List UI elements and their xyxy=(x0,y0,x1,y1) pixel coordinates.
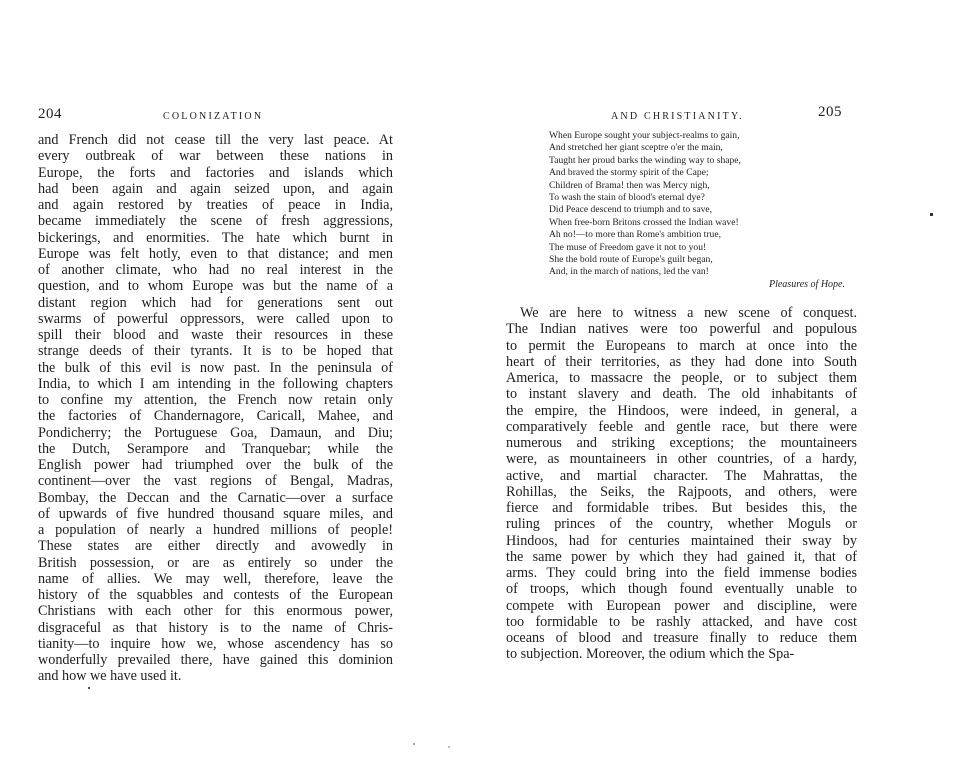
poem-line: And, in the march of nations, led the van! xyxy=(549,266,709,278)
text-line: We are here to witness a new scene of conquest. xyxy=(520,305,857,321)
text-line: tianity—to inquire how we, whose ascendency has so xyxy=(38,635,393,652)
text-line: history of the squabbles and contests of the European xyxy=(38,587,393,603)
left-page-header xyxy=(38,106,394,126)
text-line: British possession, or are as entirely so under the xyxy=(38,554,393,571)
scan-speck xyxy=(930,213,933,216)
poem-line: And stretched her giant sceptre o'er the main, xyxy=(549,142,723,154)
poem-lines xyxy=(549,130,819,279)
text-line: Europe, the forts and factories and islands which xyxy=(38,164,393,181)
running-head: COLONIZATION xyxy=(163,111,264,122)
text-line: Europe was felt hotly, even to that distance; and men xyxy=(38,245,393,262)
text-line: Pondicherry; the Portuguese Goa, Damaun, and Diu; xyxy=(38,424,393,441)
text-line: swarms of powerful oppressors, were called upon to xyxy=(38,310,393,327)
text-line: heart of their territories, as they had done into South xyxy=(506,353,857,370)
text-line: America, to massacre the people, or to subject them xyxy=(506,370,857,386)
text-line: had been again and again seized upon, and again xyxy=(38,180,393,197)
poem-line: She the bold route of Europe's guilt began, xyxy=(549,254,713,266)
text-line: the bulk of this evil is now past. In the peninsula of xyxy=(38,359,393,376)
text-line: Christians with each other for this enormous power, xyxy=(38,603,393,620)
text-line: name of allies. We may well, therefore, leave the xyxy=(38,570,393,587)
text-line: the same power by which they had gained it, that of xyxy=(506,548,857,565)
text-line: active, and martial character. The Mahrattas, the xyxy=(506,467,857,484)
right-page-body-text xyxy=(506,305,857,663)
text-line: the factories of Chandernagore, Caricall, Mahee, and xyxy=(38,408,393,425)
text-line: and again restored by treaties of peace in India, xyxy=(38,197,393,213)
text-line: Rohillas, the Seiks, the Rajpoots, and others, were xyxy=(506,483,857,500)
poem-line: Children of Brama! then was Mercy nigh, xyxy=(549,179,710,191)
text-line: These states are either directly and avowedly in xyxy=(38,538,393,555)
text-line: distant region which had for generations sent out xyxy=(38,294,393,311)
poem-line: Taught her proud barks the winding way to shape, xyxy=(549,154,741,166)
text-line: and French did not cease till the very last peace. At xyxy=(38,132,393,148)
text-line: wonderfully prevailed there, have gained this dominion xyxy=(38,652,393,668)
text-line: arms. They could bring into the field immense bodies xyxy=(506,565,857,581)
scan-speck xyxy=(448,746,450,748)
text-line: strange deeds of their tyrants. It is to be hoped that xyxy=(38,343,393,360)
text-line: disgraceful as that history is to the name of Chris- xyxy=(38,619,393,636)
text-line: of troops, which though found eventually unable to xyxy=(506,581,857,598)
text-line: compete with European power and discipline, were xyxy=(506,597,857,614)
text-line: English power had triumphed over the bulk of the xyxy=(38,457,393,473)
text-line: continent—over the vast regions of Bengal, Madras, xyxy=(38,473,393,490)
text-line: a population of nearly a hundred millions of people! xyxy=(38,522,393,538)
text-line: to confine my attention, the French now retain only xyxy=(38,392,393,408)
scan-speck xyxy=(413,743,415,745)
text-line: The Indian natives were too powerful and populous xyxy=(506,321,857,338)
left-page-body-text xyxy=(38,132,393,685)
page-number: 204 xyxy=(38,106,62,122)
text-line: to instant slavery and death. The old inhabitants of xyxy=(506,386,857,403)
poem-line: The muse of Freedom gave it not to you! xyxy=(549,241,707,253)
poem-line: Ah no!—to more than Rome's ambition true, xyxy=(549,229,721,241)
text-line: of another climate, who had no real interest in the xyxy=(38,262,393,278)
text-line: too formidable to be rashly attacked, and have cost xyxy=(506,613,857,630)
text-line: and how we have used it. xyxy=(38,668,182,685)
text-line: ruling princes of the country, whether Moguls or xyxy=(506,516,857,533)
poem-line: When free-born Britons crossed the Indian wave! xyxy=(549,216,739,228)
text-line: India, to which I am intending in the following chapters xyxy=(38,375,393,392)
text-line: of upwards of five hundred thousand square miles, and xyxy=(38,505,393,522)
text-line: the Dutch, Serampore and Tranquebar; while the xyxy=(38,440,393,457)
text-line: comparatively feeble and gentle race, but there were xyxy=(506,418,857,435)
text-line: spill their blood and waste their resources in these xyxy=(38,327,393,343)
poem-line: And braved the stormy spirit of the Cape; xyxy=(549,167,709,179)
text-line: Hindoos, had for centuries maintained their sway by xyxy=(506,532,857,549)
text-line: every outbreak of war between these nations in xyxy=(38,148,393,165)
scan-speck xyxy=(88,687,90,689)
text-line: to permit the Europeans to march at once into the xyxy=(506,337,857,354)
text-line: bickerings, and enormities. The hate which burnt in xyxy=(38,229,393,246)
right-page xyxy=(490,0,980,777)
page-number: 205 xyxy=(818,104,842,120)
text-line: fierce and formidable tribes. But besides this, the xyxy=(506,500,857,516)
poem-attribution: Pleasures of Hope. xyxy=(768,278,845,290)
right-page-header xyxy=(506,106,842,126)
text-line: numerous and striking exceptions; the mountaineers xyxy=(506,435,857,451)
running-head: AND CHRISTIANITY. xyxy=(611,111,744,122)
poem-line: To wash the stain of blood's eternal dye? xyxy=(549,192,705,204)
text-line: the empire, the Hindoos, were indeed, in general, a xyxy=(506,402,857,419)
text-line: oceans of blood and treasure finally to reduce them xyxy=(506,630,857,646)
poem-line: When Europe sought your subject-realms to gain, xyxy=(549,130,740,141)
text-line: to subjection. Moreover, the odium which the Spa- xyxy=(506,646,795,663)
text-line: Bombay, the Deccan and the Carnatic—over a surface xyxy=(38,489,393,506)
text-line: question, and to whom Europe was but the name of a xyxy=(38,278,393,295)
poem-line: Did Peace descend to triumph and to save, xyxy=(549,204,713,216)
text-line: were, as mountaineers in other countries, of a hardy, xyxy=(506,451,857,468)
text-line: became immediately the scene of fresh aggressions, xyxy=(38,213,393,230)
poem-epigraph xyxy=(549,130,845,291)
